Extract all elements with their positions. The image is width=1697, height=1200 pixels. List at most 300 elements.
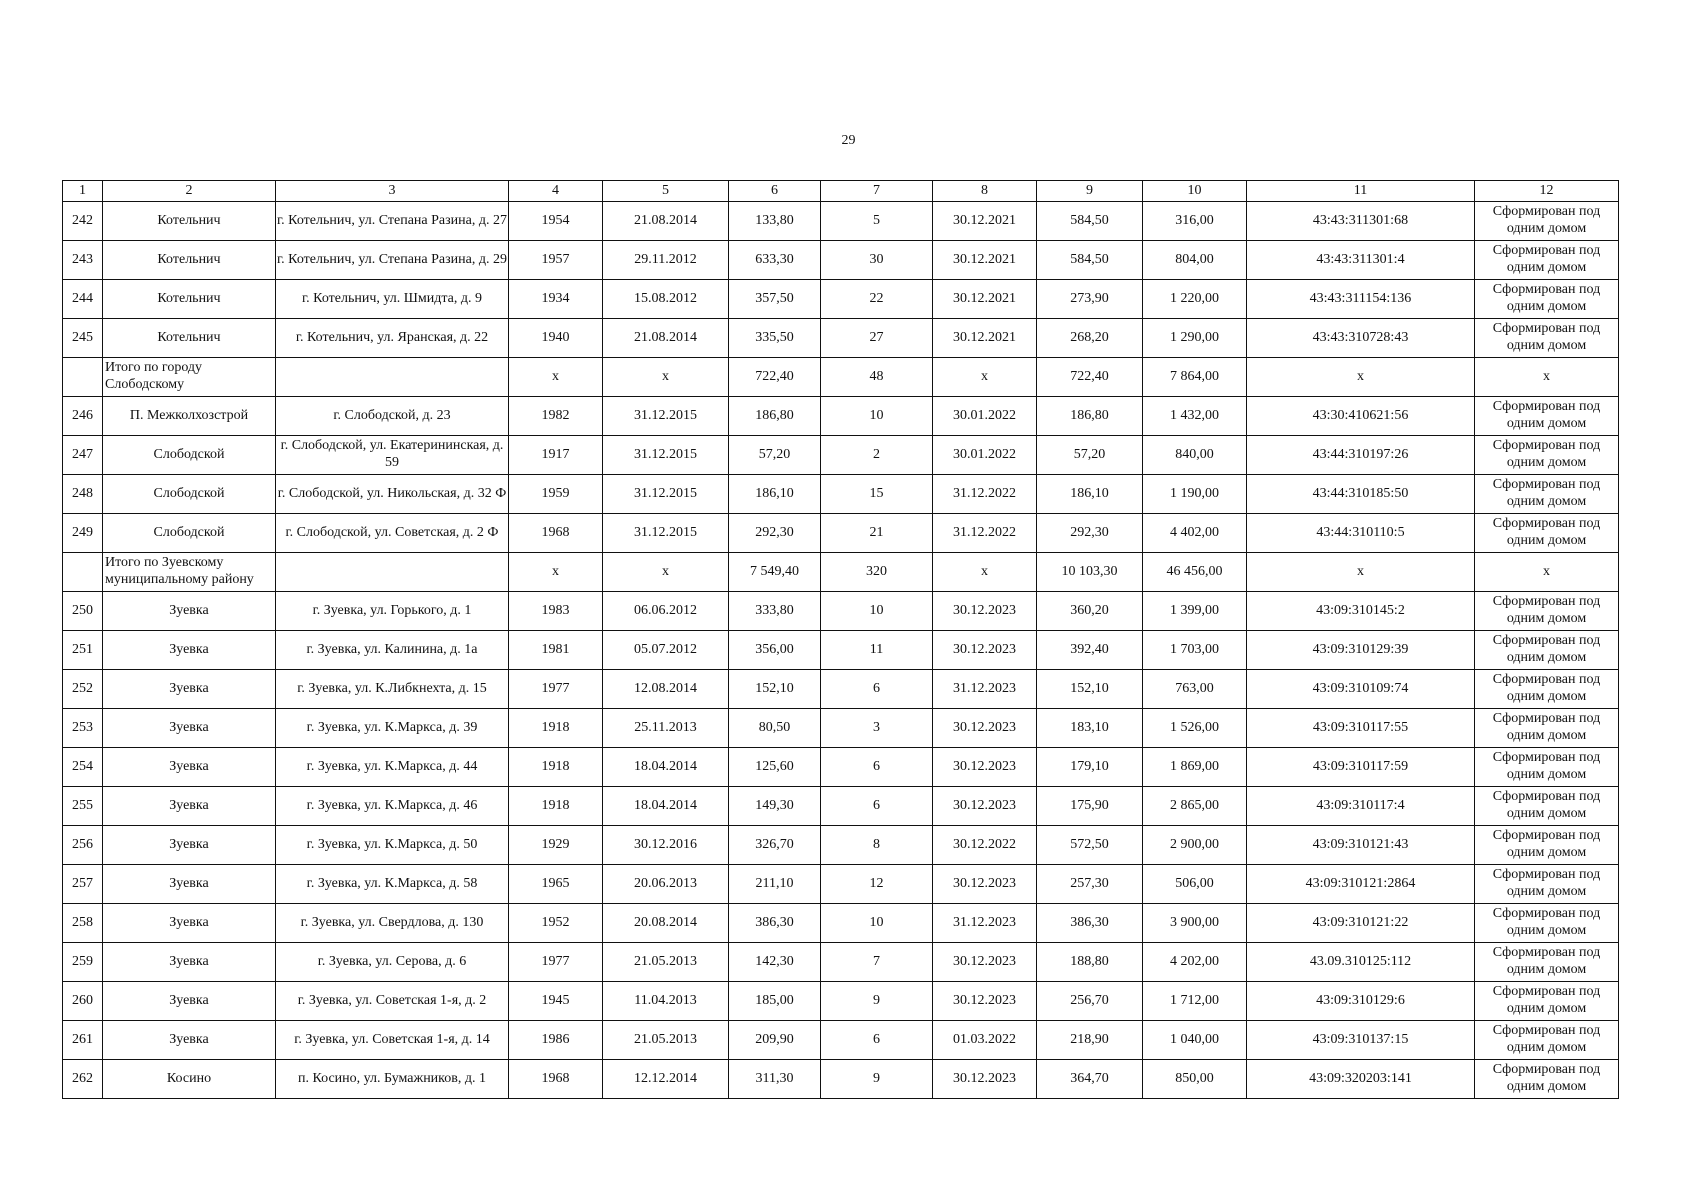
cell-row-number: 255 bbox=[63, 787, 103, 826]
cell-date: 20.08.2014 bbox=[603, 904, 729, 943]
cell-land-area: 46 456,00 bbox=[1143, 553, 1247, 592]
table-row bbox=[63, 943, 1619, 982]
cell-deadline: 30.12.2023 bbox=[933, 982, 1037, 1021]
cell-address: г. Зуевка, ул. К.Маркса, д. 58 bbox=[276, 865, 509, 904]
cell-area-total: 572,50 bbox=[1037, 826, 1143, 865]
cell-year-built: 1952 bbox=[509, 904, 603, 943]
cell-area-total: 186,80 bbox=[1037, 397, 1143, 436]
cell-deadline: 30.12.2021 bbox=[933, 280, 1037, 319]
column-header-3: 3 bbox=[276, 181, 509, 202]
table-row bbox=[63, 982, 1619, 1021]
cell-row-number: 248 bbox=[63, 475, 103, 514]
cell-land-status: Сформирован под одним домом bbox=[1475, 904, 1619, 943]
cell-land-area: 316,00 bbox=[1143, 202, 1247, 241]
cell-cadastral-number: 43:09:310109:74 bbox=[1247, 670, 1475, 709]
cell-area-total: 257,30 bbox=[1037, 865, 1143, 904]
cell-land-area: 1 190,00 bbox=[1143, 475, 1247, 514]
cell-year-built: 1918 bbox=[509, 709, 603, 748]
cell-land-status: Сформирован под одним домом bbox=[1475, 943, 1619, 982]
cell-cadastral-number: 43:09:310121:2864 bbox=[1247, 865, 1475, 904]
cell-year-built: 1965 bbox=[509, 865, 603, 904]
cell-address: г. Котельнич, ул. Степана Разина, д. 27 bbox=[276, 202, 509, 241]
cell-deadline: 30.12.2021 bbox=[933, 319, 1037, 358]
cell-land-status: Сформирован под одним домом bbox=[1475, 1060, 1619, 1099]
cell-date: 30.12.2016 bbox=[603, 826, 729, 865]
cell-settlement: Зуевка bbox=[103, 904, 276, 943]
cell-land-status: Сформирован под одним домом bbox=[1475, 631, 1619, 670]
cell-year-built: 1968 bbox=[509, 1060, 603, 1099]
column-header-10: 10 bbox=[1143, 181, 1247, 202]
cell-row-number: 245 bbox=[63, 319, 103, 358]
cell-year-built: х bbox=[509, 358, 603, 397]
cell-year-built: 1940 bbox=[509, 319, 603, 358]
table-row bbox=[63, 319, 1619, 358]
cell-land-status: Сформирован под одним домом bbox=[1475, 280, 1619, 319]
cell-cadastral-number: 43:30:410621:56 bbox=[1247, 397, 1475, 436]
cell-cadastral-number: 43:09:310121:22 bbox=[1247, 904, 1475, 943]
table-row bbox=[63, 241, 1619, 280]
cell-residents: 8 bbox=[821, 826, 933, 865]
cell-land-area: 4 202,00 bbox=[1143, 943, 1247, 982]
cell-settlement: Зуевка bbox=[103, 631, 276, 670]
cell-address: г. Слободской, ул. Екатерининская, д. 59 bbox=[276, 436, 509, 475]
cell-row-number: 256 bbox=[63, 826, 103, 865]
cell-deadline: 30.12.2023 bbox=[933, 1060, 1037, 1099]
table-row bbox=[63, 514, 1619, 553]
cell-year-built: 1968 bbox=[509, 514, 603, 553]
cell-area: 185,00 bbox=[729, 982, 821, 1021]
cell-year-built: 1918 bbox=[509, 748, 603, 787]
cell-date: 31.12.2015 bbox=[603, 475, 729, 514]
cell-area: 357,50 bbox=[729, 280, 821, 319]
cell-land-area: 1 712,00 bbox=[1143, 982, 1247, 1021]
cell-date: 21.08.2014 bbox=[603, 319, 729, 358]
cell-date: 06.06.2012 bbox=[603, 592, 729, 631]
cell-settlement: Зуевка bbox=[103, 787, 276, 826]
cell-cadastral-number: 43:43:311301:68 bbox=[1247, 202, 1475, 241]
cell-row-number: 262 bbox=[63, 1060, 103, 1099]
cell-date: 29.11.2012 bbox=[603, 241, 729, 280]
table-row bbox=[63, 280, 1619, 319]
cell-date: 18.04.2014 bbox=[603, 787, 729, 826]
cell-land-area: 1 703,00 bbox=[1143, 631, 1247, 670]
cell-year-built: 1954 bbox=[509, 202, 603, 241]
cell-address bbox=[276, 553, 509, 592]
cell-address: г. Слободской, д. 23 bbox=[276, 397, 509, 436]
cell-land-status: Сформирован под одним домом bbox=[1475, 397, 1619, 436]
cell-deadline: 30.12.2023 bbox=[933, 943, 1037, 982]
cell-land-status: Сформирован под одним домом bbox=[1475, 982, 1619, 1021]
cell-deadline: 30.12.2023 bbox=[933, 709, 1037, 748]
cell-cadastral-number: 43:44:310197:26 bbox=[1247, 436, 1475, 475]
column-header-9: 9 bbox=[1037, 181, 1143, 202]
cell-cadastral-number: 43:09:310117:4 bbox=[1247, 787, 1475, 826]
cell-area-total: 152,10 bbox=[1037, 670, 1143, 709]
cell-settlement: Слободской bbox=[103, 514, 276, 553]
cell-settlement: П. Межколхозстрой bbox=[103, 397, 276, 436]
cell-settlement: Зуевка bbox=[103, 826, 276, 865]
cell-land-status: Сформирован под одним домом bbox=[1475, 202, 1619, 241]
cell-land-area: 1 526,00 bbox=[1143, 709, 1247, 748]
cell-area: 149,30 bbox=[729, 787, 821, 826]
cell-year-built: 1977 bbox=[509, 670, 603, 709]
cell-cadastral-number: 43:09:310129:39 bbox=[1247, 631, 1475, 670]
table-row bbox=[63, 475, 1619, 514]
cell-residents: 22 bbox=[821, 280, 933, 319]
cell-land-status: Сформирован под одним домом bbox=[1475, 1021, 1619, 1060]
cell-deadline: 31.12.2022 bbox=[933, 514, 1037, 553]
cell-land-area: 1 399,00 bbox=[1143, 592, 1247, 631]
cell-cadastral-number: 43:09:310129:6 bbox=[1247, 982, 1475, 1021]
cell-address: г. Зуевка, ул. Советская 1-я, д. 2 bbox=[276, 982, 509, 1021]
cell-cadastral-number: х bbox=[1247, 553, 1475, 592]
cell-land-status: Сформирован под одним домом bbox=[1475, 319, 1619, 358]
cell-area-total: 256,70 bbox=[1037, 982, 1143, 1021]
cell-row-number: 252 bbox=[63, 670, 103, 709]
cell-year-built: 1918 bbox=[509, 787, 603, 826]
cell-land-area: 763,00 bbox=[1143, 670, 1247, 709]
cell-deadline: 30.12.2022 bbox=[933, 826, 1037, 865]
cell-date: 31.12.2015 bbox=[603, 436, 729, 475]
cell-date: 18.04.2014 bbox=[603, 748, 729, 787]
cell-area-total: 273,90 bbox=[1037, 280, 1143, 319]
cell-address: г. Слободской, ул. Никольская, д. 32 Ф bbox=[276, 475, 509, 514]
cell-settlement: Слободской bbox=[103, 436, 276, 475]
cell-area: 209,90 bbox=[729, 1021, 821, 1060]
table-row bbox=[63, 592, 1619, 631]
cell-area: 7 549,40 bbox=[729, 553, 821, 592]
cell-year-built: 1977 bbox=[509, 943, 603, 982]
cell-land-area: 2 900,00 bbox=[1143, 826, 1247, 865]
cell-row-number: 249 bbox=[63, 514, 103, 553]
cell-settlement: Косино bbox=[103, 1060, 276, 1099]
cell-land-status: х bbox=[1475, 553, 1619, 592]
column-header-6: 6 bbox=[729, 181, 821, 202]
cell-land-area: 1 290,00 bbox=[1143, 319, 1247, 358]
cell-area-total: 188,80 bbox=[1037, 943, 1143, 982]
cell-row-number: 243 bbox=[63, 241, 103, 280]
cell-area-total: 584,50 bbox=[1037, 241, 1143, 280]
cell-land-status: Сформирован под одним домом bbox=[1475, 826, 1619, 865]
cell-land-status: х bbox=[1475, 358, 1619, 397]
cell-deadline: 30.12.2023 bbox=[933, 592, 1037, 631]
column-header-11: 11 bbox=[1247, 181, 1475, 202]
cell-cadastral-number: 43:09:310145:2 bbox=[1247, 592, 1475, 631]
cell-cadastral-number: х bbox=[1247, 358, 1475, 397]
cell-deadline: х bbox=[933, 553, 1037, 592]
table-row bbox=[63, 1060, 1619, 1099]
table-row bbox=[63, 397, 1619, 436]
cell-residents: 9 bbox=[821, 1060, 933, 1099]
cell-land-area: 840,00 bbox=[1143, 436, 1247, 475]
column-header-2: 2 bbox=[103, 181, 276, 202]
table-row bbox=[63, 631, 1619, 670]
cell-area: 186,10 bbox=[729, 475, 821, 514]
cell-area-total: 186,10 bbox=[1037, 475, 1143, 514]
cell-land-area: 1 220,00 bbox=[1143, 280, 1247, 319]
cell-date: 11.04.2013 bbox=[603, 982, 729, 1021]
cell-row-number: 261 bbox=[63, 1021, 103, 1060]
cell-residents: 6 bbox=[821, 748, 933, 787]
cell-residents: 6 bbox=[821, 670, 933, 709]
cell-date: 21.08.2014 bbox=[603, 202, 729, 241]
cell-residents: 27 bbox=[821, 319, 933, 358]
cell-residents: 10 bbox=[821, 904, 933, 943]
cell-residents: 7 bbox=[821, 943, 933, 982]
cell-land-status: Сформирован под одним домом bbox=[1475, 436, 1619, 475]
registry-table-container bbox=[62, 180, 1618, 1099]
cell-area: 186,80 bbox=[729, 397, 821, 436]
cell-settlement: Котельнич bbox=[103, 280, 276, 319]
cell-date: х bbox=[603, 358, 729, 397]
cell-date: 25.11.2013 bbox=[603, 709, 729, 748]
cell-year-built: 1983 bbox=[509, 592, 603, 631]
cell-land-status: Сформирован под одним домом bbox=[1475, 592, 1619, 631]
cell-settlement: Слободской bbox=[103, 475, 276, 514]
cell-land-status: Сформирован под одним домом bbox=[1475, 514, 1619, 553]
cell-address: г. Зуевка, ул. К.Либкнехта, д. 15 bbox=[276, 670, 509, 709]
cell-date: 21.05.2013 bbox=[603, 943, 729, 982]
cell-area-total: 360,20 bbox=[1037, 592, 1143, 631]
cell-cadastral-number: 43:43:311301:4 bbox=[1247, 241, 1475, 280]
registry-table bbox=[62, 180, 1619, 1099]
table-row bbox=[63, 202, 1619, 241]
cell-residents: 21 bbox=[821, 514, 933, 553]
cell-row-number: 258 bbox=[63, 904, 103, 943]
cell-residents: 10 bbox=[821, 397, 933, 436]
cell-area: 333,80 bbox=[729, 592, 821, 631]
cell-date: 20.06.2013 bbox=[603, 865, 729, 904]
cell-address: г. Котельнич, ул. Степана Разина, д. 29 bbox=[276, 241, 509, 280]
cell-area: 292,30 bbox=[729, 514, 821, 553]
cell-year-built: 1981 bbox=[509, 631, 603, 670]
table-row bbox=[63, 670, 1619, 709]
page-number: 29 bbox=[841, 133, 856, 148]
table-row bbox=[63, 436, 1619, 475]
cell-area-total: 179,10 bbox=[1037, 748, 1143, 787]
cell-land-area: 850,00 bbox=[1143, 1060, 1247, 1099]
cell-settlement: Котельнич bbox=[103, 202, 276, 241]
cell-address: г. Котельнич, ул. Яранская, д. 22 bbox=[276, 319, 509, 358]
cell-area-total: 392,40 bbox=[1037, 631, 1143, 670]
cell-land-area: 2 865,00 bbox=[1143, 787, 1247, 826]
column-header-12: 12 bbox=[1475, 181, 1619, 202]
table-row bbox=[63, 1021, 1619, 1060]
column-header-5: 5 bbox=[603, 181, 729, 202]
cell-area: 211,10 bbox=[729, 865, 821, 904]
cell-deadline: 30.12.2023 bbox=[933, 787, 1037, 826]
cell-land-area: 1 869,00 bbox=[1143, 748, 1247, 787]
cell-area: 57,20 bbox=[729, 436, 821, 475]
cell-row-number: 254 bbox=[63, 748, 103, 787]
cell-address: г. Зуевка, ул. Калинина, д. 1а bbox=[276, 631, 509, 670]
cell-settlement: Зуевка bbox=[103, 748, 276, 787]
cell-area-total: 386,30 bbox=[1037, 904, 1143, 943]
cell-area: 80,50 bbox=[729, 709, 821, 748]
cell-residents: 15 bbox=[821, 475, 933, 514]
cell-settlement: Зуевка bbox=[103, 592, 276, 631]
cell-cadastral-number: 43:43:311154:136 bbox=[1247, 280, 1475, 319]
cell-area-total: 268,20 bbox=[1037, 319, 1143, 358]
cell-land-area: 7 864,00 bbox=[1143, 358, 1247, 397]
table-row bbox=[63, 826, 1619, 865]
cell-area: 386,30 bbox=[729, 904, 821, 943]
cell-land-status: Сформирован под одним домом bbox=[1475, 748, 1619, 787]
cell-area: 311,30 bbox=[729, 1060, 821, 1099]
cell-settlement: Зуевка bbox=[103, 709, 276, 748]
cell-area-total: 183,10 bbox=[1037, 709, 1143, 748]
cell-row-number bbox=[63, 358, 103, 397]
cell-row-number: 246 bbox=[63, 397, 103, 436]
cell-address: г. Зуевка, ул. Горького, д. 1 bbox=[276, 592, 509, 631]
cell-residents: 48 bbox=[821, 358, 933, 397]
cell-land-area: 1 040,00 bbox=[1143, 1021, 1247, 1060]
cell-address: г. Зуевка, ул. К.Маркса, д. 50 bbox=[276, 826, 509, 865]
table-row bbox=[63, 904, 1619, 943]
cell-cadastral-number: 43.09.310125:112 bbox=[1247, 943, 1475, 982]
cell-residents: 3 bbox=[821, 709, 933, 748]
cell-residents: 320 bbox=[821, 553, 933, 592]
cell-settlement: Зуевка bbox=[103, 670, 276, 709]
cell-residents: 12 bbox=[821, 865, 933, 904]
table-row bbox=[63, 865, 1619, 904]
cell-settlement: Зуевка bbox=[103, 982, 276, 1021]
header-row bbox=[63, 181, 1619, 202]
cell-area-total: 218,90 bbox=[1037, 1021, 1143, 1060]
cell-residents: 6 bbox=[821, 1021, 933, 1060]
cell-land-area: 804,00 bbox=[1143, 241, 1247, 280]
cell-row-number: 242 bbox=[63, 202, 103, 241]
cell-land-status: Сформирован под одним домом bbox=[1475, 865, 1619, 904]
cell-address: г. Зуевка, ул. К.Маркса, д. 44 bbox=[276, 748, 509, 787]
cell-row-number: 259 bbox=[63, 943, 103, 982]
cell-deadline: 01.03.2022 bbox=[933, 1021, 1037, 1060]
cell-row-number: 253 bbox=[63, 709, 103, 748]
cell-area-total: 57,20 bbox=[1037, 436, 1143, 475]
cell-area-total: 10 103,30 bbox=[1037, 553, 1143, 592]
cell-row-number: 250 bbox=[63, 592, 103, 631]
total-row bbox=[63, 553, 1619, 592]
cell-date: 05.07.2012 bbox=[603, 631, 729, 670]
column-header-7: 7 bbox=[821, 181, 933, 202]
cell-land-status: Сформирован под одним домом bbox=[1475, 787, 1619, 826]
cell-area: 152,10 bbox=[729, 670, 821, 709]
cell-cadastral-number: 43:09:310117:55 bbox=[1247, 709, 1475, 748]
cell-area-total: 584,50 bbox=[1037, 202, 1143, 241]
cell-address: г. Зуевка, ул. Свердлова, д. 130 bbox=[276, 904, 509, 943]
cell-land-area: 4 402,00 bbox=[1143, 514, 1247, 553]
cell-area-total: 292,30 bbox=[1037, 514, 1143, 553]
cell-deadline: 30.01.2022 bbox=[933, 436, 1037, 475]
cell-year-built: 1917 bbox=[509, 436, 603, 475]
cell-deadline: 30.01.2022 bbox=[933, 397, 1037, 436]
cell-row-number: 257 bbox=[63, 865, 103, 904]
cell-area: 335,50 bbox=[729, 319, 821, 358]
cell-year-built: 1945 bbox=[509, 982, 603, 1021]
cell-land-status: Сформирован под одним домом bbox=[1475, 241, 1619, 280]
cell-year-built: х bbox=[509, 553, 603, 592]
cell-address: г. Зуевка, ул. Советская 1-я, д. 14 bbox=[276, 1021, 509, 1060]
cell-date: 12.12.2014 bbox=[603, 1060, 729, 1099]
cell-settlement: Зуевка bbox=[103, 865, 276, 904]
column-header-8: 8 bbox=[933, 181, 1037, 202]
cell-deadline: х bbox=[933, 358, 1037, 397]
cell-land-area: 506,00 bbox=[1143, 865, 1247, 904]
cell-area-total: 722,40 bbox=[1037, 358, 1143, 397]
cell-address: г. Зуевка, ул. К.Маркса, д. 39 bbox=[276, 709, 509, 748]
cell-cadastral-number: 43:43:310728:43 bbox=[1247, 319, 1475, 358]
cell-deadline: 31.12.2023 bbox=[933, 904, 1037, 943]
cell-address: г. Котельнич, ул. Шмидта, д. 9 bbox=[276, 280, 509, 319]
cell-settlement: Зуевка bbox=[103, 943, 276, 982]
cell-area: 125,60 bbox=[729, 748, 821, 787]
cell-year-built: 1959 bbox=[509, 475, 603, 514]
total-label: Итого по Зуевскому муниципальному району bbox=[103, 553, 276, 592]
cell-cadastral-number: 43:44:310185:50 bbox=[1247, 475, 1475, 514]
cell-row-number bbox=[63, 553, 103, 592]
cell-row-number: 247 bbox=[63, 436, 103, 475]
total-label: Итого по городу Слободскому bbox=[103, 358, 276, 397]
cell-area: 326,70 bbox=[729, 826, 821, 865]
cell-area: 133,80 bbox=[729, 202, 821, 241]
cell-cadastral-number: 43:09:310137:15 bbox=[1247, 1021, 1475, 1060]
cell-date: 31.12.2015 bbox=[603, 514, 729, 553]
table-row bbox=[63, 787, 1619, 826]
cell-deadline: 30.12.2023 bbox=[933, 865, 1037, 904]
cell-cadastral-number: 43:09:320203:141 bbox=[1247, 1060, 1475, 1099]
cell-residents: 9 bbox=[821, 982, 933, 1021]
cell-date: 12.08.2014 bbox=[603, 670, 729, 709]
cell-area: 142,30 bbox=[729, 943, 821, 982]
cell-deadline: 31.12.2023 bbox=[933, 670, 1037, 709]
cell-year-built: 1986 bbox=[509, 1021, 603, 1060]
cell-residents: 30 bbox=[821, 241, 933, 280]
cell-year-built: 1957 bbox=[509, 241, 603, 280]
cell-area-total: 364,70 bbox=[1037, 1060, 1143, 1099]
cell-address: г. Слободской, ул. Советская, д. 2 Ф bbox=[276, 514, 509, 553]
cell-land-area: 1 432,00 bbox=[1143, 397, 1247, 436]
cell-deadline: 31.12.2022 bbox=[933, 475, 1037, 514]
cell-land-status: Сформирован под одним домом bbox=[1475, 670, 1619, 709]
cell-land-status: Сформирован под одним домом bbox=[1475, 475, 1619, 514]
cell-address: п. Косино, ул. Бумажников, д. 1 bbox=[276, 1060, 509, 1099]
cell-row-number: 260 bbox=[63, 982, 103, 1021]
cell-date: х bbox=[603, 553, 729, 592]
cell-land-area: 3 900,00 bbox=[1143, 904, 1247, 943]
cell-cadastral-number: 43:09:310121:43 bbox=[1247, 826, 1475, 865]
cell-date: 31.12.2015 bbox=[603, 397, 729, 436]
cell-land-status: Сформирован под одним домом bbox=[1475, 709, 1619, 748]
cell-cadastral-number: 43:44:310110:5 bbox=[1247, 514, 1475, 553]
cell-settlement: Котельнич bbox=[103, 241, 276, 280]
cell-deadline: 30.12.2023 bbox=[933, 631, 1037, 670]
column-header-1: 1 bbox=[63, 181, 103, 202]
cell-date: 15.08.2012 bbox=[603, 280, 729, 319]
cell-deadline: 30.12.2023 bbox=[933, 748, 1037, 787]
table-row bbox=[63, 709, 1619, 748]
cell-residents: 5 bbox=[821, 202, 933, 241]
table-body bbox=[63, 202, 1619, 1099]
cell-deadline: 30.12.2021 bbox=[933, 202, 1037, 241]
cell-residents: 6 bbox=[821, 787, 933, 826]
cell-residents: 11 bbox=[821, 631, 933, 670]
cell-year-built: 1934 bbox=[509, 280, 603, 319]
cell-area: 633,30 bbox=[729, 241, 821, 280]
table-row bbox=[63, 748, 1619, 787]
cell-year-built: 1929 bbox=[509, 826, 603, 865]
total-row bbox=[63, 358, 1619, 397]
cell-area: 722,40 bbox=[729, 358, 821, 397]
